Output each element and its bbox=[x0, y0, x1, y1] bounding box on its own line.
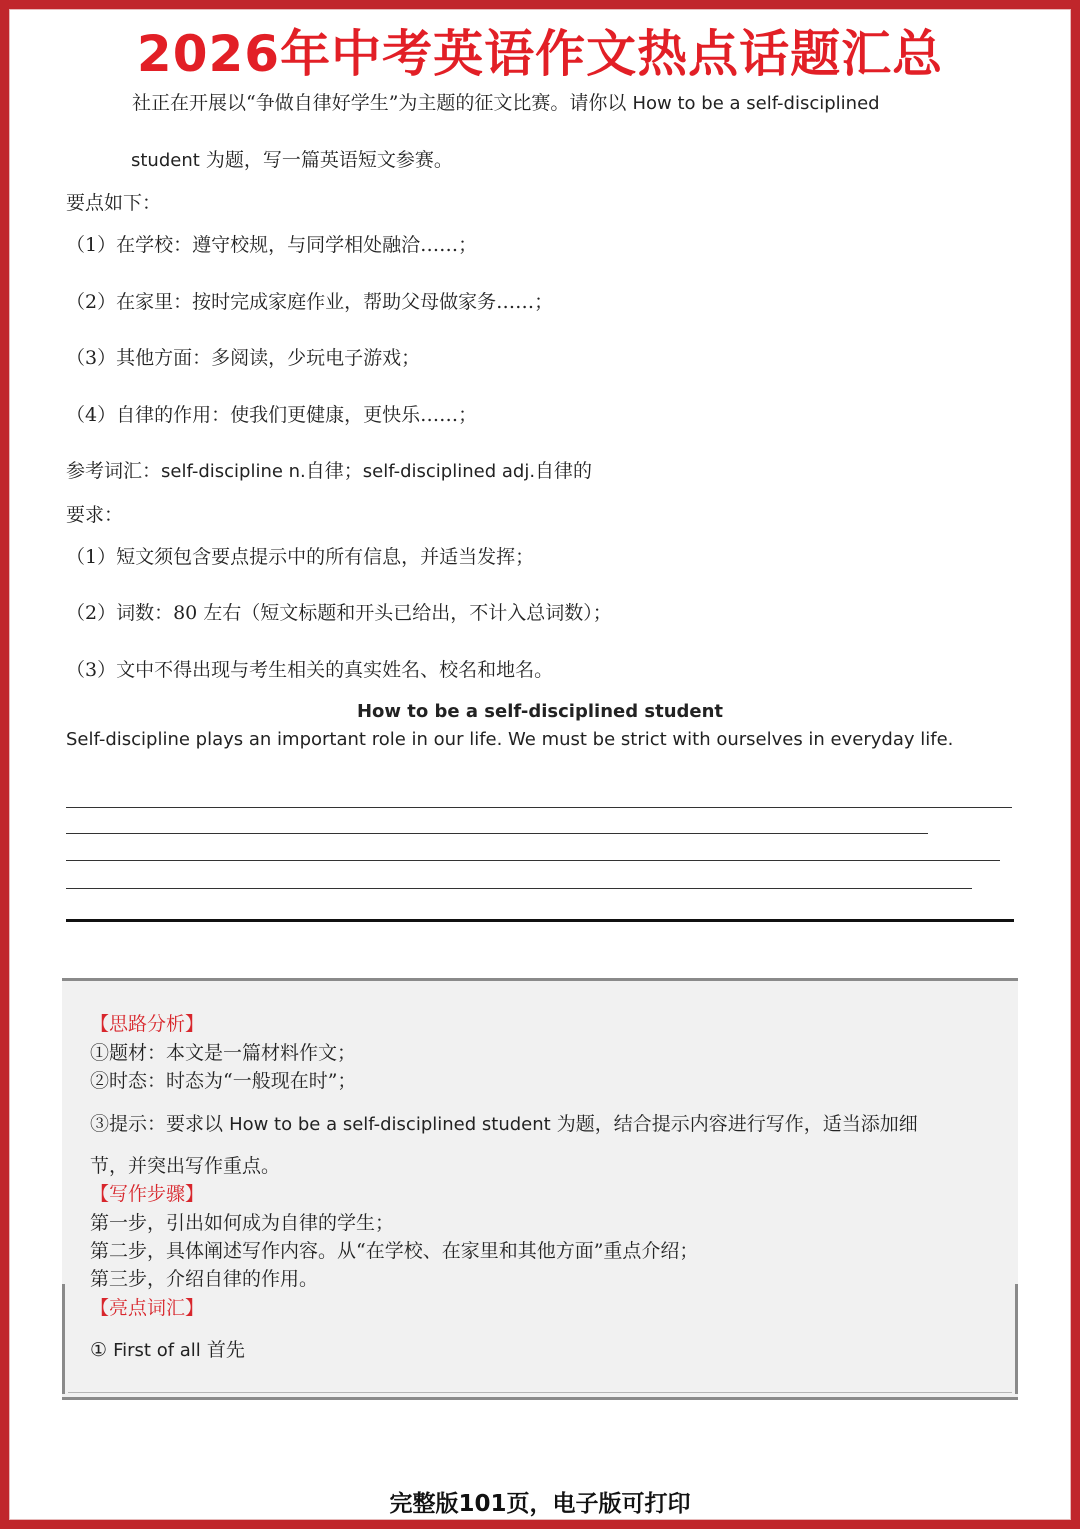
footer-note: 完整版101页，电子版可打印 bbox=[389, 1491, 691, 1517]
prompt-intro-title-en: How to be a self-disciplined bbox=[632, 93, 880, 114]
analysis-item: ①题材：本文是一篇材料作文； bbox=[90, 1042, 357, 1064]
requirement-item: （3）文中不得出现与考生相关的真实姓名、校名和地名。 bbox=[66, 659, 554, 681]
vocab-term: self-disciplined adj. bbox=[362, 461, 536, 482]
analysis-item-title-en: How to be a self-disciplined student bbox=[229, 1114, 551, 1135]
prompt-intro-text: 社正在开展以“争做自律好学生”为主题的征文比赛。请你以 bbox=[132, 92, 627, 114]
step-item: 第三步，介绍自律的作用。 bbox=[90, 1268, 319, 1290]
phrase-cn: 首先 bbox=[206, 1339, 245, 1361]
writing-line bbox=[66, 888, 972, 889]
analysis-item-cont: 节，并突出写作重点。 bbox=[90, 1155, 281, 1177]
writing-line bbox=[66, 833, 928, 834]
page-title: 2026年中考英语作文热点话题汇总 bbox=[136, 25, 944, 83]
prompt-intro-line-1 bbox=[132, 92, 880, 115]
point-item: （1）在学校：遵守校规，与同学相处融洽……； bbox=[66, 234, 478, 256]
vocab-meaning: 自律的 bbox=[535, 460, 593, 482]
vocab-term: self-discipline n. bbox=[161, 461, 306, 482]
point-item: （3）其他方面：多阅读，少玩电子游戏； bbox=[66, 347, 421, 369]
analysis-heading: 【思路分析】 bbox=[90, 1013, 205, 1035]
analysis-item-text: 为题，结合提示内容进行写作，适当添加细 bbox=[556, 1113, 918, 1135]
vocab-meaning: 自律； bbox=[305, 460, 363, 482]
analysis-item bbox=[90, 1113, 918, 1136]
essay-title: How to be a self-disciplined student bbox=[356, 701, 724, 722]
points-heading: 要点如下： bbox=[66, 192, 162, 214]
requirements-heading: 要求： bbox=[66, 504, 124, 526]
point-item: （2）在家里：按时完成家庭作业，帮助父母做家务……； bbox=[66, 291, 554, 313]
analysis-item: ②时态：时态为“一般现在时”； bbox=[90, 1070, 357, 1092]
phrase-item bbox=[90, 1339, 245, 1362]
writing-line bbox=[66, 860, 1000, 861]
writing-line bbox=[66, 919, 1014, 922]
step-item: 第二步，具体阐述写作内容。从“在学校、在家里和其他方面”重点介绍； bbox=[90, 1240, 699, 1262]
step-item: 第一步，引出如何成为自律的学生； bbox=[90, 1212, 395, 1234]
steps-heading: 【写作步骤】 bbox=[90, 1183, 205, 1205]
prompt-intro-text-cont: 为题，写一篇英语短文参赛。 bbox=[205, 149, 453, 171]
analysis-item-text: ③提示：要求以 bbox=[90, 1113, 224, 1135]
writing-line bbox=[66, 807, 1012, 808]
requirement-item: （1）短文须包含要点提示中的所有信息，并适当发挥； bbox=[66, 546, 535, 568]
prompt-intro-line-2 bbox=[131, 149, 453, 172]
analysis-panel-inner-border bbox=[68, 1392, 1012, 1393]
requirement-item: （2）词数：80 左右（短文标题和开头已给出，不计入总词数）； bbox=[66, 602, 612, 624]
vocab-label: 参考词汇： bbox=[66, 460, 162, 482]
essay-first-line: Self-discipline plays an important role in our life. We must be strict with ourselves in everyday life. bbox=[66, 729, 954, 750]
point-item: （4）自律的作用：使我们更健康，更快乐……； bbox=[66, 404, 478, 426]
vocab-line bbox=[66, 460, 592, 483]
prompt-intro-title-en-cont: student bbox=[131, 150, 200, 171]
phrases-heading: 【亮点词汇】 bbox=[90, 1297, 205, 1319]
phrase-en: First of all bbox=[113, 1340, 201, 1361]
phrase-number: ① bbox=[90, 1339, 108, 1361]
